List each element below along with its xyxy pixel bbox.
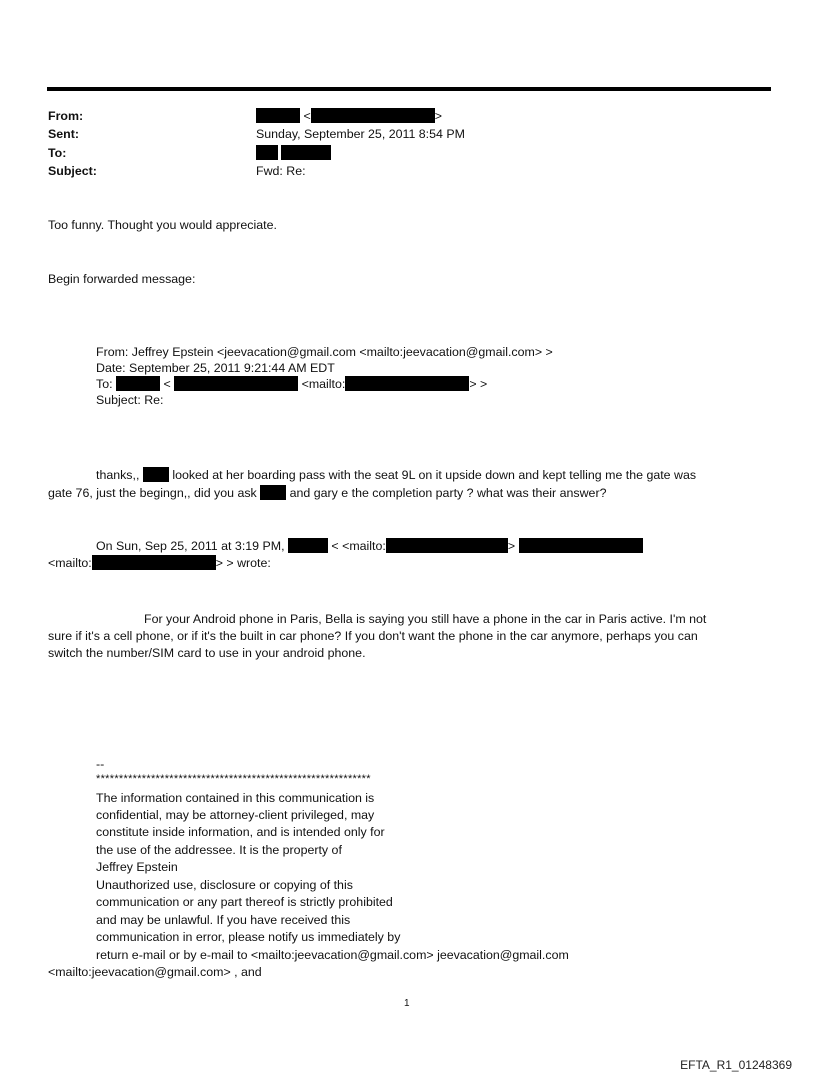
- disclaimer-line: communication or any part thereof is strictly prohibited: [96, 895, 393, 909]
- quoted-line-3: switch the number/SIM card to use in your android phone.: [48, 646, 366, 660]
- disclaimer-line: Jeffrey Epstein: [96, 860, 178, 874]
- disclaimer-line: the use of the addressee. It is the property of: [96, 843, 342, 857]
- redaction: [288, 538, 328, 553]
- redaction: [281, 145, 331, 160]
- disclaimer-stars: ************************************************************: [96, 773, 371, 785]
- fwd-from: From: Jeffrey Epstein <jeevacation@gmail.com <mailto:jeevacation@gmail.com> >: [96, 345, 553, 359]
- reply-line-2: gate 76, just the begingn,, did you ask and gary e the completion party ? what was their answer?: [48, 486, 607, 500]
- fwd-subject: Subject: Re:: [96, 393, 164, 407]
- sent-label: Sent:: [48, 127, 79, 141]
- subject-value: Fwd: Re:: [256, 164, 306, 178]
- redaction: [92, 555, 216, 570]
- redaction: [256, 108, 300, 123]
- quoted-line-1: For your Android phone in Paris, Bella is saying you still have a phone in the car in Paris active. I'm not: [144, 612, 707, 626]
- redaction: [256, 145, 278, 160]
- from-value: < >: [256, 108, 442, 124]
- redaction: [519, 538, 643, 553]
- disclaimer-line: Unauthorized use, disclosure or copying of this: [96, 878, 353, 892]
- fwd-to: To: < <mailto: > >: [96, 377, 488, 391]
- disclaimer-last-line: <mailto:jeevacation@gmail.com> , and: [48, 965, 262, 979]
- disclaimer-line: confidential, may be attorney-client privileged, may: [96, 808, 375, 822]
- to-label: To:: [48, 146, 67, 160]
- redaction: [260, 485, 286, 500]
- disclaimer-line: The information contained in this communication is: [96, 791, 375, 805]
- from-label: From:: [48, 109, 84, 123]
- to-value: [256, 145, 331, 161]
- intro-text: Too funny. Thought you would appreciate.: [48, 218, 277, 232]
- redaction: [116, 376, 160, 391]
- disclaimer-line: constitute inside information, and is intended only for: [96, 825, 385, 839]
- redaction: [345, 376, 469, 391]
- page-number: 1: [404, 998, 410, 1009]
- redaction: [174, 376, 298, 391]
- sent-value: Sunday, September 25, 2011 8:54 PM: [256, 127, 465, 141]
- quote-on-line: On Sun, Sep 25, 2011 at 3:19 PM, < <mailto: >: [96, 538, 643, 554]
- quoted-line-2: sure if it's a cell phone, or if it's the built in car phone? If you don't want the phone in the car anymore, perhaps you can: [48, 629, 698, 643]
- subject-label: Subject:: [48, 164, 97, 178]
- begin-forwarded: Begin forwarded message:: [48, 272, 196, 286]
- fwd-date: Date: September 25, 2011 9:21:44 AM EDT: [96, 361, 335, 375]
- reply-line-1: thanks,, looked at her boarding pass with the seat 9L on it upside down and kept telling me the gate was: [96, 468, 697, 482]
- quote-mailto-line: <mailto: > > wrote:: [48, 556, 271, 570]
- redaction: [143, 467, 169, 482]
- document-id: EFTA_R1_01248369: [680, 1058, 792, 1072]
- redaction: [386, 538, 508, 553]
- disclaimer-dashes: --: [96, 757, 105, 771]
- disclaimer-line: and may be unlawful. If you have received this: [96, 913, 351, 927]
- disclaimer-line: return e-mail or by e-mail to <mailto:jeevacation@gmail.com> jeevacation@gmail.com: [96, 948, 569, 962]
- redaction: [311, 108, 435, 123]
- disclaimer-line: communication in error, please notify us immediately by: [96, 930, 401, 944]
- header-rule: [47, 87, 771, 91]
